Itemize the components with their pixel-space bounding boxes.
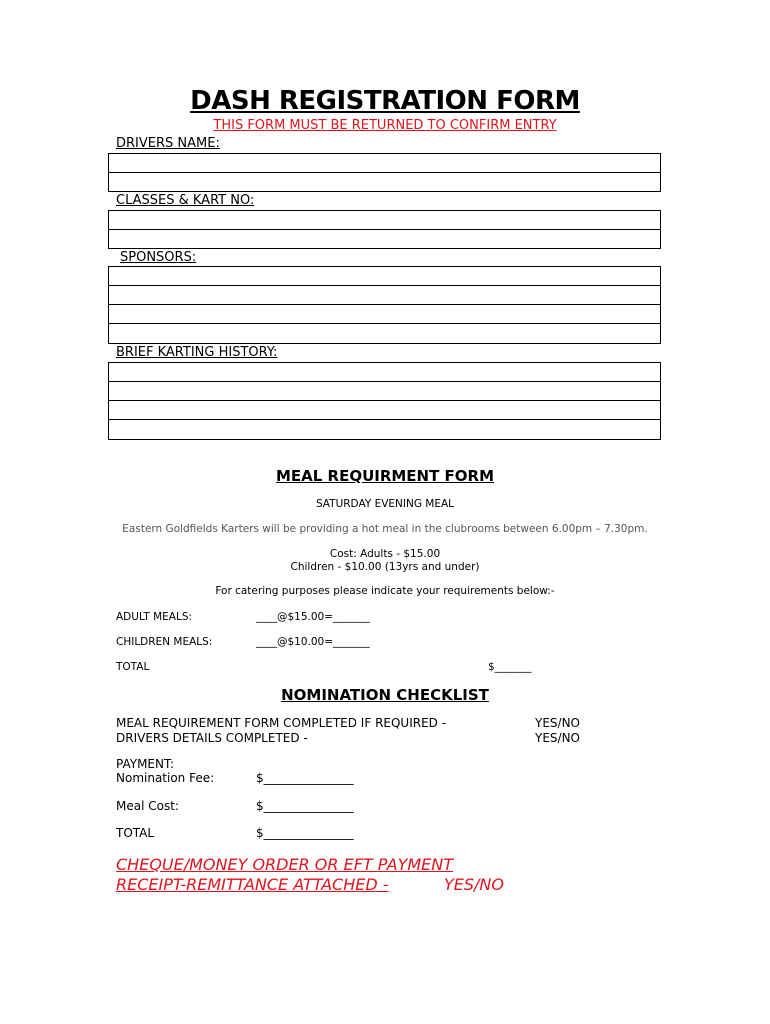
receipt-yesno[interactable]: YES/NO — [444, 875, 504, 894]
adult-meals-label: ADULT MEALS: — [116, 611, 193, 623]
sponsors-field[interactable] — [108, 266, 661, 344]
children-meals-label: CHILDREN MEALS: — [116, 636, 213, 648]
meal-cost-label: Meal Cost: — [116, 799, 179, 813]
meal-description: Eastern Goldfields Karters will be providing a hot meal in the clubrooms between 6.00pm – 7.30pm. — [122, 523, 648, 535]
karting-history-field[interactable] — [108, 362, 661, 440]
drivers-details-item: DRIVERS DETAILS COMPLETED - — [116, 731, 308, 745]
meal-total-input[interactable]: $_______ — [488, 661, 532, 673]
field-line[interactable] — [109, 230, 660, 249]
adult-meals-input[interactable]: ____@$15.00=_______ — [256, 611, 370, 623]
karting-history-label: BRIEF KARTING HISTORY: — [116, 345, 278, 360]
field-line[interactable] — [109, 382, 660, 401]
drivers-details-yesno[interactable]: YES/NO — [535, 731, 580, 745]
field-line[interactable] — [109, 211, 660, 230]
nomination-fee-label: Nomination Fee: — [116, 771, 215, 785]
classes-kart-field[interactable] — [108, 210, 661, 249]
sponsors-label: SPONSORS: — [120, 250, 197, 265]
children-meals-input[interactable]: ____@$10.00=_______ — [256, 636, 370, 648]
field-line[interactable] — [109, 401, 660, 420]
drivers-name-field[interactable] — [108, 153, 661, 192]
meal-cost-input[interactable]: $_______________ — [256, 799, 354, 813]
cost-children: Children - $10.00 (13yrs and under) — [290, 561, 480, 573]
field-line[interactable] — [109, 363, 660, 382]
receipt-note: RECEIPT-REMITTANCE ATTACHED - — [116, 875, 389, 894]
drivers-name-label: DRIVERS NAME: — [116, 136, 220, 151]
meal-heading: MEAL REQUIRMENT FORM — [275, 467, 495, 485]
field-line[interactable] — [109, 286, 660, 305]
nomination-fee-input[interactable]: $_______________ — [256, 771, 354, 785]
checklist-total-input[interactable]: $_______________ — [256, 826, 354, 840]
classes-kart-label: CLASSES & KART NO: — [116, 193, 255, 208]
payment-label: PAYMENT: — [116, 757, 175, 771]
payment-method-note: CHEQUE/MONEY ORDER OR EFT PAYMENT — [116, 855, 453, 874]
form-subtitle: THIS FORM MUST BE RETURNED TO CONFIRM ENTRY — [213, 118, 557, 133]
field-line[interactable] — [109, 324, 660, 343]
field-line[interactable] — [109, 267, 660, 286]
field-line[interactable] — [109, 420, 660, 439]
cost-adults: Cost: Adults - $15.00 — [329, 548, 441, 560]
meal-form-item: MEAL REQUIREMENT FORM COMPLETED IF REQUIRED - — [116, 716, 447, 730]
meal-form-yesno[interactable]: YES/NO — [535, 716, 580, 730]
checklist-total-label: TOTAL — [116, 826, 155, 840]
checklist-heading: NOMINATION CHECKLIST — [281, 686, 489, 704]
field-line[interactable] — [109, 305, 660, 324]
catering-note: For catering purposes please indicate your requirements below:- — [215, 585, 555, 597]
form-title: DASH REGISTRATION FORM — [190, 86, 580, 116]
meal-subheading: SATURDAY EVENING MEAL — [315, 498, 455, 510]
field-line[interactable] — [109, 173, 660, 192]
field-line[interactable] — [109, 154, 660, 173]
meal-total-label: TOTAL — [116, 661, 150, 673]
